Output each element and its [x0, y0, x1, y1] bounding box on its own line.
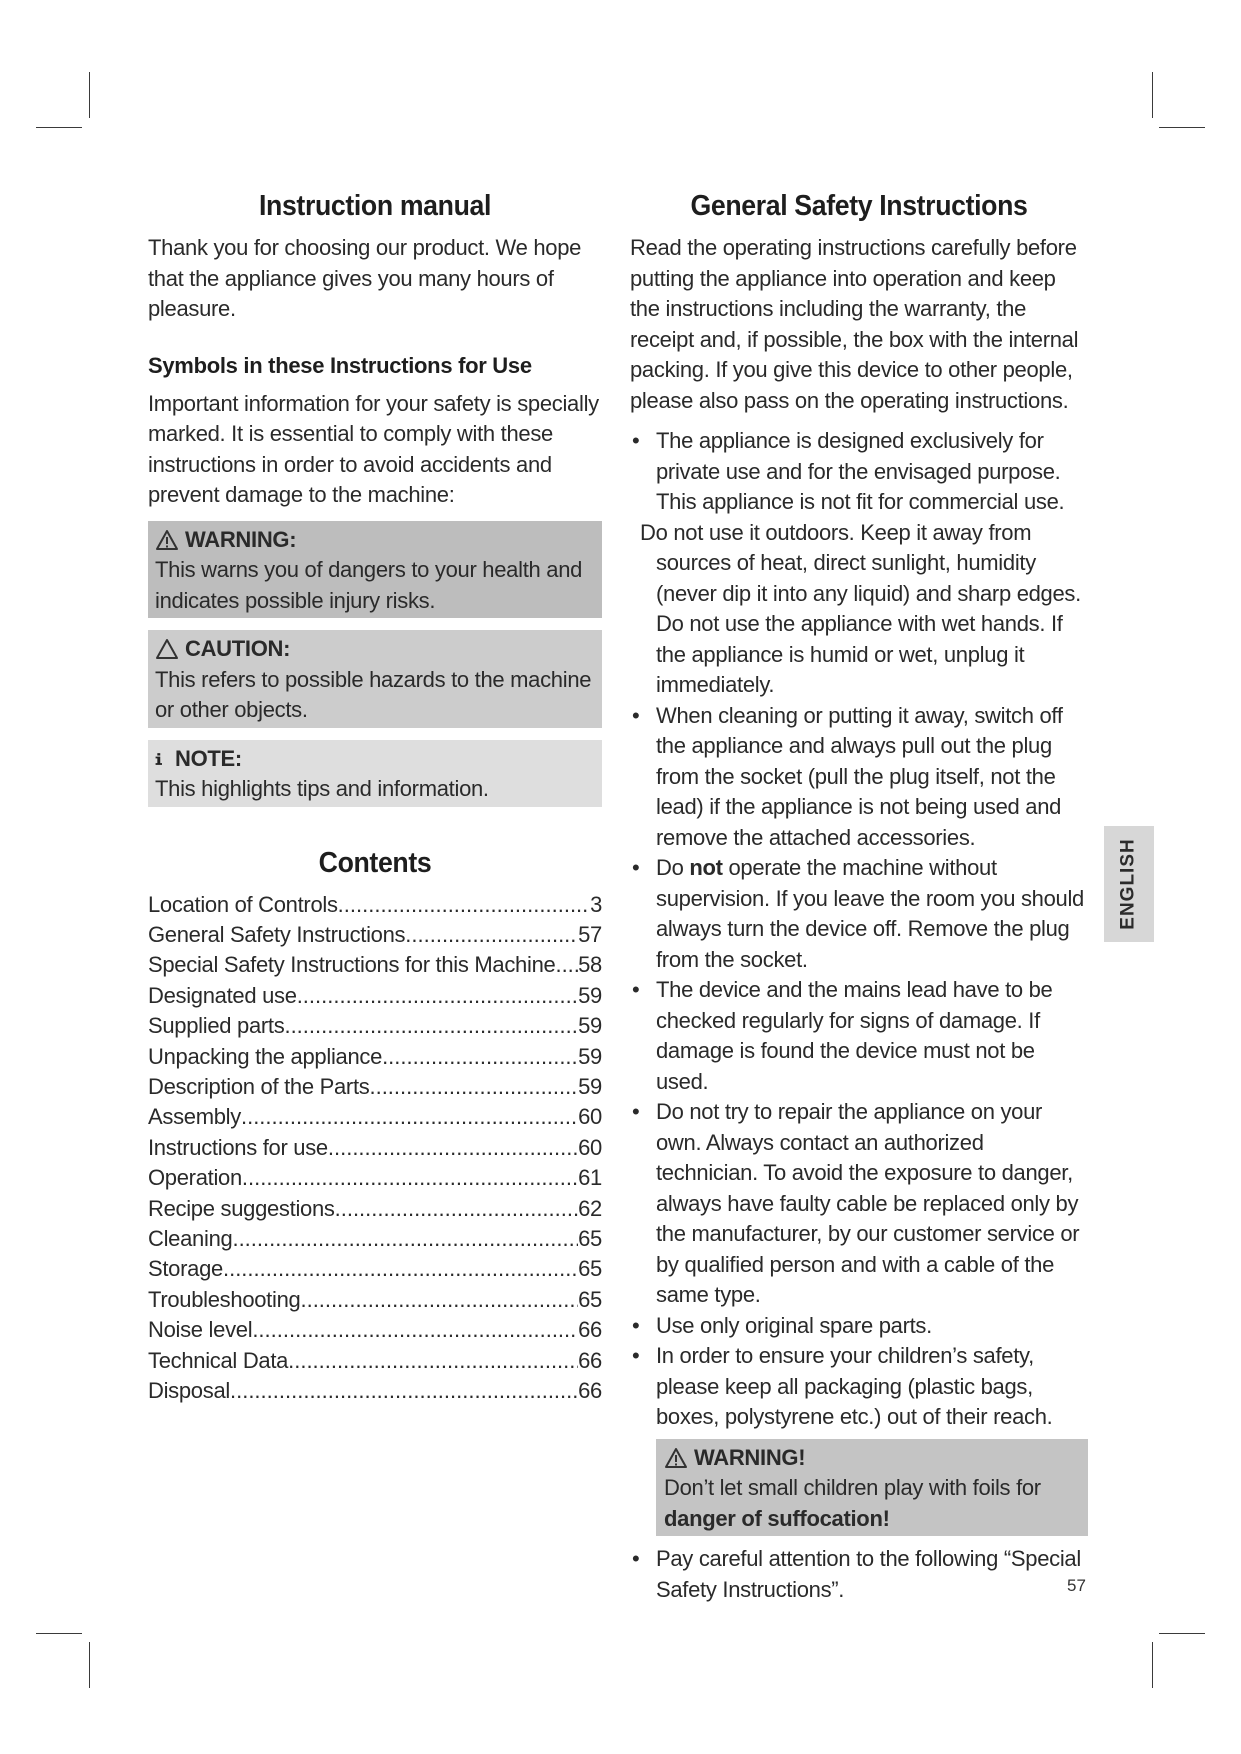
toc-leader — [284, 1011, 578, 1041]
bullet: • — [632, 855, 640, 880]
toc-entry — [148, 1376, 602, 1406]
warning-triangle-icon — [664, 1447, 688, 1469]
toc-page: 59 — [578, 1073, 602, 1099]
toc-leader — [300, 1285, 578, 1315]
toc-label: Technical Data — [148, 1347, 289, 1373]
note-title: NOTE: — [175, 745, 242, 771]
list-item: • Pay careful attention to the following “Special Safety Instructions”. — [632, 1546, 1081, 1602]
toc-leader — [242, 1163, 578, 1193]
toc-page: 65 — [578, 1286, 602, 1312]
page-title: Instruction manual — [258, 190, 492, 222]
toc-entry — [148, 1042, 602, 1072]
left-column — [148, 190, 602, 1406]
toc-leader — [555, 950, 578, 980]
warning-triangle-icon — [155, 529, 179, 551]
bullet: • — [632, 702, 640, 728]
toc-label: General Safety Instructions — [148, 921, 406, 947]
toc-entry — [148, 1133, 602, 1163]
warning2-title: WARNING! — [694, 1444, 806, 1470]
suffocation-warning-box — [656, 1439, 1088, 1537]
toc-entry — [148, 1011, 602, 1041]
info-icon — [155, 748, 169, 770]
bullet: • — [632, 1312, 640, 1338]
warning-box — [148, 521, 602, 619]
crop-mark — [1159, 1633, 1205, 1634]
toc-label: Noise level — [148, 1317, 253, 1343]
toc-entry — [148, 1163, 602, 1193]
toc-leader — [241, 1102, 578, 1132]
toc-label: Troubleshooting — [148, 1286, 301, 1312]
bullet: • — [632, 977, 640, 1002]
toc-page: 60 — [578, 1134, 602, 1160]
crop-mark — [36, 1633, 82, 1634]
language-label: ENGLISH — [1118, 838, 1140, 930]
bullet: • — [632, 1343, 640, 1368]
toc-page: 66 — [578, 1317, 602, 1343]
symbols-text: Important information for your safety is specially marked. It is essential to comply with these instructions in order to avoid accidents and prevent damage to the machine: — [148, 390, 599, 507]
caution-box — [148, 630, 602, 728]
bullet: • — [632, 1546, 640, 1571]
toc-entry — [148, 1102, 602, 1132]
toc-label: Instructions for use — [148, 1134, 328, 1160]
note-box — [148, 740, 602, 807]
toc-label: Assembly — [148, 1104, 241, 1130]
crop-mark — [1152, 72, 1153, 118]
symbols-heading: Symbols in these Instructions for Use — [148, 352, 532, 378]
toc-page: 59 — [578, 982, 602, 1008]
toc-entry — [148, 1346, 602, 1376]
toc-page: 61 — [578, 1165, 602, 1191]
toc-page: 60 — [578, 1104, 602, 1130]
crop-mark — [89, 1642, 90, 1688]
crop-mark — [1152, 1642, 1153, 1688]
warning-text: This warns you of dangers to your health and indicates possible injury risks. — [155, 557, 583, 613]
crop-mark — [1159, 127, 1205, 128]
toc-leader — [369, 1072, 578, 1102]
toc-label: Disposal — [148, 1378, 230, 1403]
toc-entry — [148, 920, 602, 950]
toc-entry — [148, 981, 602, 1011]
page-number: 57 — [1067, 1576, 1086, 1595]
toc-label: Special Safety Instructions for this Machine — [148, 952, 556, 978]
toc-entry — [148, 950, 602, 980]
toc-leader — [338, 890, 590, 920]
toc-page: 58 — [578, 952, 602, 978]
crop-mark — [36, 127, 82, 128]
toc-page: 3 — [590, 891, 602, 917]
bullet: • — [632, 428, 640, 453]
caution-title: CAUTION: — [185, 636, 291, 661]
toc-entry — [148, 1072, 602, 1102]
toc-label: Storage — [148, 1256, 223, 1282]
toc-label: Cleaning — [148, 1225, 233, 1251]
toc-page: 57 — [578, 921, 602, 947]
toc-entry — [148, 1285, 602, 1315]
toc-page: 65 — [578, 1256, 602, 1282]
toc-page: 59 — [578, 1013, 602, 1039]
toc-leader — [232, 1224, 578, 1254]
list-item: • Use only original spare parts. — [630, 1311, 1088, 1342]
toc-leader — [252, 1315, 578, 1345]
toc-label: Unpacking the appliance — [148, 1043, 383, 1069]
list-item: • When cleaning or putting it away, switch off the appliance and always pull out the plug from the socket (pull the plug itself, not the lead) if the appliance is not being used and remove the attached accessories. — [632, 702, 1063, 850]
table-of-contents — [148, 890, 602, 1407]
toc-leader — [223, 1254, 578, 1284]
warning2-text: Don’t let small children play with foils for danger of suffocation! — [664, 1475, 1041, 1531]
toc-label: Recipe suggestions — [148, 1195, 335, 1221]
toc-page: 66 — [578, 1347, 602, 1373]
safety-list — [630, 426, 1088, 1433]
list-item: • Do not operate the machine without supervision. If you leave the room you should always turn the device off. Remove the plug from the socket. — [632, 855, 1084, 972]
language-tab — [1104, 826, 1154, 942]
crop-mark — [89, 72, 90, 118]
toc-entry — [148, 890, 602, 920]
toc-label: Location of Controls — [148, 891, 338, 917]
toc-page: 62 — [578, 1195, 602, 1221]
toc-entry — [148, 1194, 602, 1224]
toc-leader — [297, 981, 578, 1011]
list-item: • The appliance is designed exclusively for private use and for the envisaged purpose. This appliance is not fit for commercial use. — [632, 428, 1065, 514]
caution-triangle-icon — [155, 638, 179, 660]
toc-leader — [230, 1376, 578, 1406]
toc-entry — [148, 1254, 602, 1284]
toc-leader — [335, 1194, 579, 1224]
warning-title: WARNING: — [185, 526, 297, 552]
bullet: • — [632, 1099, 640, 1124]
toc-page: 59 — [578, 1043, 602, 1069]
toc-label: Designated use — [148, 982, 297, 1008]
toc-leader — [382, 1042, 578, 1072]
safety-title: General Safety Instructions — [690, 190, 1028, 222]
list-item: • Do not try to repair the appliance on your own. Always contact an authorized technician. To avoid the exposure to danger, always have faulty cable be replaced only by the manufacturer, by our customer service or by qualified person and with a cable of the same type. — [632, 1099, 1080, 1307]
right-column — [630, 190, 1088, 1605]
toc-label: Supplied parts — [148, 1013, 285, 1039]
list-item: • In order to ensure your children’s safety, please keep all packaging (plastic bags, boxes, polystyrene etc.) out of their reach. — [632, 1343, 1053, 1429]
intro-text: Thank you for choosing our product. We hope that the appliance gives you many hours of pleasure. — [148, 235, 582, 321]
toc-label: Operation — [148, 1165, 242, 1191]
note-text: This highlights tips and information. — [155, 776, 489, 801]
list-item: • The device and the mains lead have to be checked regularly for signs of damage. If damage is found the device must not be used. — [632, 977, 1053, 1094]
toc-entry — [148, 1315, 602, 1345]
toc-leader — [288, 1346, 578, 1376]
toc-leader — [405, 920, 578, 950]
contents-title: Contents — [318, 846, 432, 879]
safety-intro: Read the operating instructions carefully before putting the appliance into operation and keep the instructions including the warranty, the receipt and, if possible, the box with the internal packing. If you give this device to other people, please also pass on the operating instructions. — [630, 235, 1079, 413]
toc-leader — [328, 1133, 578, 1163]
caution-text: This refers to possible hazards to the machine or other objects. — [155, 666, 592, 722]
toc-label: Description of the Parts — [148, 1073, 370, 1099]
toc-page: 66 — [578, 1378, 602, 1403]
safety-list-end — [630, 1544, 1088, 1605]
toc-entry — [148, 1224, 602, 1254]
list-item: Do not use it outdoors. Keep it away from sources of heat, direct sunlight, humidity (never dip it into any liquid) and sharp edges. Do not use the appliance with wet hands. If the appliance is humid or wet, unplug it immediately. — [640, 519, 1081, 697]
toc-page: 65 — [578, 1225, 602, 1251]
